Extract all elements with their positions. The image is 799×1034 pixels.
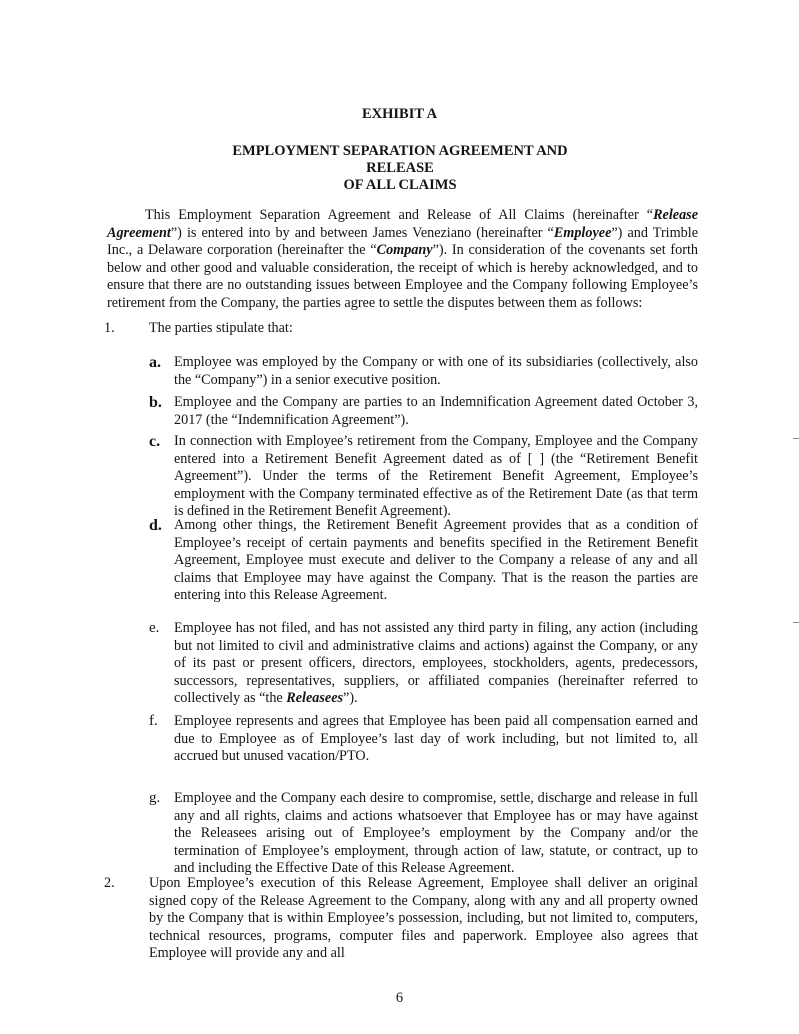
intro-text-2: ”) is entered into by and between James Veneziano (hereinafter “ <box>170 224 554 241</box>
item-text: Among other things, the Retirement Benefit Agreement provides that as a condition of Employee’s receipt of certain payments and benefits specified in the Retirement Benefit Agreement, Employee must execute and deliver to the Company a release of any and all claims that Employee may have against the Company. That is the reason the parties are entering into this Release Agreement. <box>174 517 698 603</box>
list-item-c <box>149 433 698 521</box>
document-title <box>200 143 600 194</box>
exhibit-heading: EXHIBIT A <box>361 106 438 122</box>
scan-margin-mark <box>793 438 799 439</box>
defined-term-company: Company <box>376 242 433 258</box>
section-1-text: The parties stipulate that: <box>149 320 293 336</box>
scan-margin-mark <box>793 622 799 623</box>
intro-text-4: ”). In consideration of the covenants set forth below and other good and valuable consideration, the receipt of which is hereby acknowledged, and to ensure that there are no outstanding issues between Employee and the Company following Employee’s retirement from the Company, the parties agree to settle the disputes between them as follows: <box>107 242 698 311</box>
intro-paragraph <box>107 207 698 312</box>
item-text: Employee represents and agrees that Employee has been paid all compensation earned and due to Employee as of Employee’s last day of work including, but not limited to, all accrued but unused vacation/PTO. <box>174 713 698 764</box>
list-item-b <box>149 394 698 429</box>
item-text: Employee was employed by the Company or with one of its subsidiaries (collectively, also the “Company”) in a senior executive position. <box>174 354 698 388</box>
intro-text-1: This Employment Separation Agreement and Release of All Claims (hereinafter “ <box>145 207 654 223</box>
title-line-1: EMPLOYMENT SEPARATION AGREEMENT AND RELEASE <box>232 143 568 176</box>
section-2-text: Upon Employee’s execution of this Release Agreement, Employee shall deliver an original signed copy of the Release Agreement to the Company, along with any and all property owned by the Company that is within Employee’s possession, including, but not limited to, computers, technical resources, programs, computer files and paperwork. Employee also agrees that Employee will provide any and all <box>149 875 698 961</box>
page-number: 6 <box>395 990 404 1006</box>
item-label: c. <box>149 433 161 450</box>
list-item-g <box>149 790 698 878</box>
list-item-d <box>149 517 698 605</box>
section-2-number: 2. <box>104 875 115 891</box>
item-text <box>174 620 698 708</box>
section-1-number: 1. <box>104 320 115 336</box>
list-item-f <box>149 713 698 766</box>
item-label: a. <box>149 354 161 371</box>
defined-term-releasees: Releasees <box>286 690 344 706</box>
title-line-2: OF ALL CLAIMS <box>343 177 457 193</box>
defined-term-employee: Employee <box>553 224 612 241</box>
item-text: Employee and the Company each desire to compromise, settle, discharge and release in full any and all rights, claims and actions whatsoever that Employee has or may have against the Releasees arising out of Employee’s employment by the Company and/or the termination of Employee’s employment, through action of law, statute, or contract, up to and including the Effective Date of this Release Agreement. <box>174 790 698 876</box>
item-label: d. <box>149 517 162 534</box>
item-text: In connection with Employee’s retirement from the Company, Employee and the Company entered into a Retirement Benefit Agreement dated as of [ ] (the “Retirement Benefit Agreement”). Under the terms of the Retirement Benefit Agreement, Employee’s employment with the Company terminated effective as of the Retirement Date (as that term is defined in the Retirement Benefit Agreement). <box>174 433 698 519</box>
item-e-text-end: ”). <box>343 690 358 706</box>
item-e-text: Employee has not filed, and has not assisted any third party in filing, any action (including but not limited to civil and administrative claims and actions) against the Company, or any of its past or present officers, directors, employees, stockholders, agents, predecessors, successors, representatives, suppliers, or affiliated companies (hereinafter referred to collectively as “the <box>174 620 698 706</box>
item-text: Employee and the Company are parties to an Indemnification Agreement dated October 3, 2017 (the “Indemnification Agreement”). <box>174 394 698 428</box>
defined-term-release-agreement: Release Agreement <box>107 207 698 241</box>
item-label: f. <box>149 713 158 729</box>
intro-text-3: ”) and Trimble Inc., a Delaware corporation (hereinafter the “ <box>107 224 698 258</box>
item-label: b. <box>149 394 162 411</box>
list-item-e <box>149 620 698 708</box>
list-item-a <box>149 354 698 389</box>
item-label: e. <box>149 620 160 636</box>
item-label: g. <box>149 790 161 806</box>
